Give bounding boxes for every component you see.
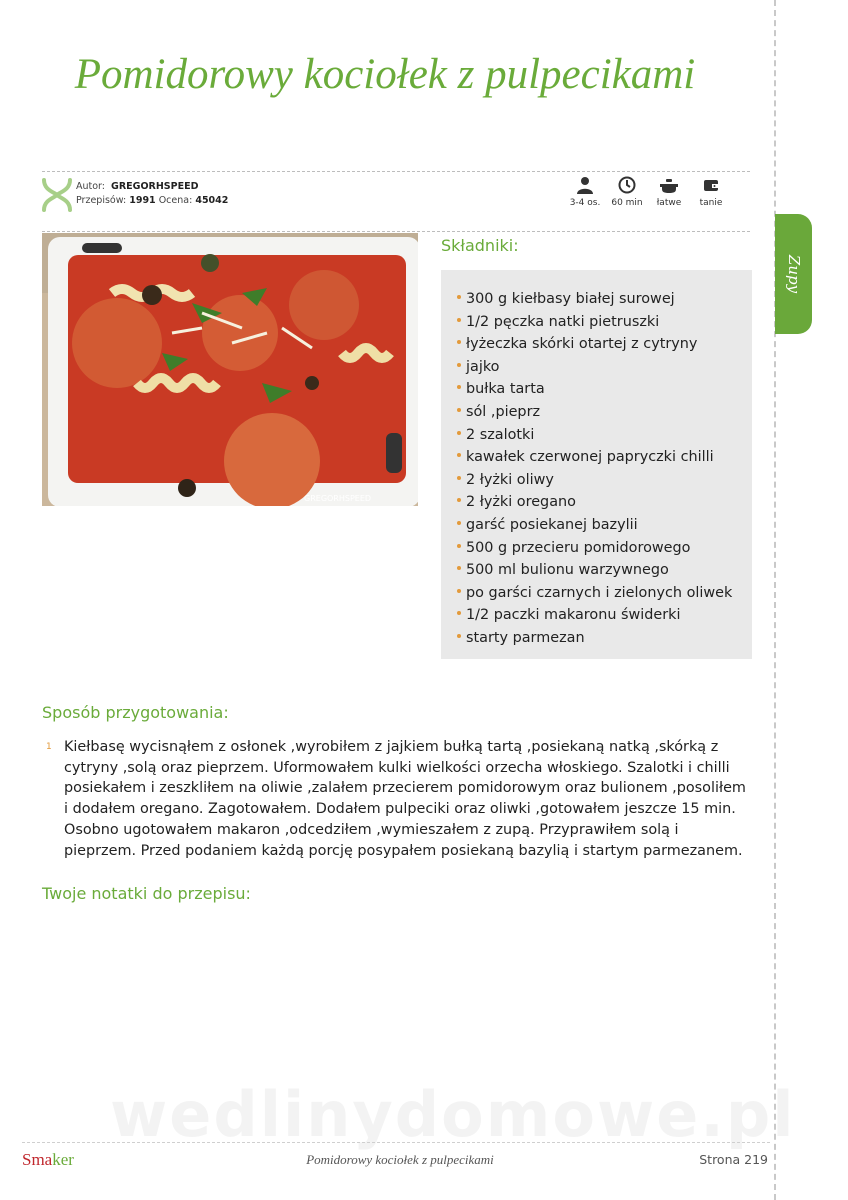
footer-divider: [22, 1142, 770, 1143]
step-text: [64, 737, 764, 861]
bullet-icon: [457, 611, 461, 615]
notes-heading: Twoje notatki do przepisu:: [42, 884, 251, 903]
divider-top: [42, 171, 750, 172]
bullet-icon: [457, 521, 461, 525]
ingredient-text: kawałek czerwonej papryczki chilli: [466, 449, 714, 466]
step-line: cytryny ,solą oraz pieprzem. Uformowałem kulki wielkości orzecha włoskiego. Szalotki i chilli: [64, 759, 730, 776]
step-line: Osobno ugotowałem makaron ,odcedziłem ,wymieszałem z zupą. Przyprawiłem solą i: [64, 821, 679, 838]
brand-logo: [22, 1150, 74, 1170]
difficulty-meta: [646, 176, 692, 208]
ingredient-text: 2 łyżki oregano: [466, 494, 576, 511]
bullet-icon: [457, 385, 461, 389]
time-value: 60 min: [611, 198, 643, 208]
ingredient-item: [457, 311, 732, 334]
ingredient-text: łyżeczka skórki otartej z cytryny: [466, 336, 698, 353]
brand-part2: ker: [52, 1150, 74, 1169]
bullet-icon: [457, 453, 461, 457]
bullet-icon: [457, 340, 461, 344]
ingredients-list: [457, 288, 732, 650]
ingredient-text: bułka tarta: [466, 381, 545, 398]
bullet-icon: [457, 431, 461, 435]
author-label: Autor:: [76, 181, 105, 192]
step-line: posiekałem i zeszkliłem na oliwie ,zalałem przecierem pomidorowym oraz bulionem ,posoliłem: [64, 780, 746, 797]
bullet-icon: [457, 589, 461, 593]
ingredients-heading: Składniki:: [441, 236, 519, 255]
ingredient-text: 2 szalotki: [466, 426, 535, 443]
rating-label: Ocena:: [158, 195, 193, 206]
ingredient-text: 300 g kiełbasy białej surowej: [466, 291, 675, 307]
bullet-icon: [457, 295, 461, 299]
ingredient-item: [457, 333, 732, 356]
clock-icon: [618, 176, 636, 194]
ingredient-item: [457, 446, 732, 469]
ingredient-item: [457, 469, 732, 492]
ingredient-text: po garści czarnych i zielonych oliwek: [466, 584, 733, 601]
divider-bottom: [42, 231, 750, 232]
bullet-icon: [457, 566, 461, 570]
recipe-photo: [42, 233, 418, 506]
bullet-icon: [457, 498, 461, 502]
bullet-icon: [457, 408, 461, 412]
ingredient-item: [457, 356, 732, 379]
bullet-icon: [457, 318, 461, 322]
ingredient-text: starty parmezan: [466, 629, 585, 646]
method-heading: Sposób przygotowania:: [42, 703, 229, 722]
person-icon: [576, 176, 594, 194]
ingredient-text: sól ,pieprz: [466, 403, 541, 420]
ingredient-item: [457, 537, 732, 560]
ingredient-item: [457, 378, 732, 401]
step-line: pieprzem. Przed podaniem każdą porcję posypałem posiekaną bazylią i startym parmezanem.: [64, 842, 743, 859]
brand-part1: Sma: [22, 1150, 53, 1169]
ingredient-text: jajko: [466, 358, 500, 375]
servings-meta: [562, 176, 608, 208]
ingredient-item: [457, 401, 732, 424]
bullet-icon: [457, 544, 461, 548]
recipes-label: Przepisów:: [76, 195, 127, 206]
rating-value: 45042: [195, 195, 229, 206]
cost-value: tanie: [699, 198, 723, 208]
ingredient-text: 500 g przecieru pomidorowego: [466, 539, 691, 556]
servings-value: 3-4 os.: [569, 198, 601, 208]
ingredient-item: [457, 604, 732, 627]
bullet-icon: [457, 634, 461, 638]
bullet-icon: [457, 363, 461, 367]
author-name[interactable]: GREGORHSPEED: [111, 181, 199, 192]
bullet-icon: [457, 476, 461, 480]
author-logo-icon: [40, 178, 74, 212]
ingredient-text: garść posiekanej bazylii: [466, 516, 638, 533]
category-tab[interactable]: [775, 214, 812, 334]
ingredient-text: 500 ml bulionu warzywnego: [466, 562, 669, 579]
category-tab-label: Zupy: [784, 254, 803, 294]
page-number: Strona 219: [699, 1152, 768, 1167]
step-line: Kiełbasę wycisnąłem z osłonek ,wyrobiłem z jajkiem bułką tartą ,posiekaną natką ,skórką z: [64, 739, 719, 755]
ingredient-item: [457, 424, 732, 447]
photo-credit: GREGORHSPEED: [304, 494, 372, 503]
ingredient-item: [457, 288, 732, 311]
ingredient-text: 1/2 paczki makaronu świderki: [466, 607, 681, 624]
time-meta: [604, 176, 650, 208]
ingredient-item: [457, 514, 732, 537]
ingredient-item: [457, 491, 732, 514]
footer-title: Pomidorowy kociołek z pulpecikami: [306, 1152, 494, 1167]
step-line: i dodałem oregano. Zagotowałem. Dodałem pulpeciki oraz oliwki ,gotowałem jeszcze 15 min.: [64, 801, 736, 818]
step-number: 1: [46, 742, 52, 752]
author-info: [76, 180, 228, 208]
cost-meta: [688, 176, 734, 208]
ingredient-item: [457, 582, 732, 605]
watermark: wedlinydomowe.pl: [110, 1078, 796, 1151]
ingredient-text: 1/2 pęczka natki pietruszki: [466, 313, 660, 330]
ingredients-box: [441, 270, 752, 659]
ingredient-item: [457, 627, 732, 650]
pot-icon: [659, 176, 679, 194]
recipes-count: 1991: [129, 195, 156, 206]
ingredient-text: 2 łyżki oliwy: [466, 471, 554, 488]
recipe-title: Pomidorowy kociołek z pulpecikami: [74, 51, 696, 98]
ingredient-item: [457, 559, 732, 582]
wallet-icon: [702, 176, 720, 194]
difficulty-value: łatwe: [656, 198, 682, 208]
cut-line: [774, 0, 776, 1200]
